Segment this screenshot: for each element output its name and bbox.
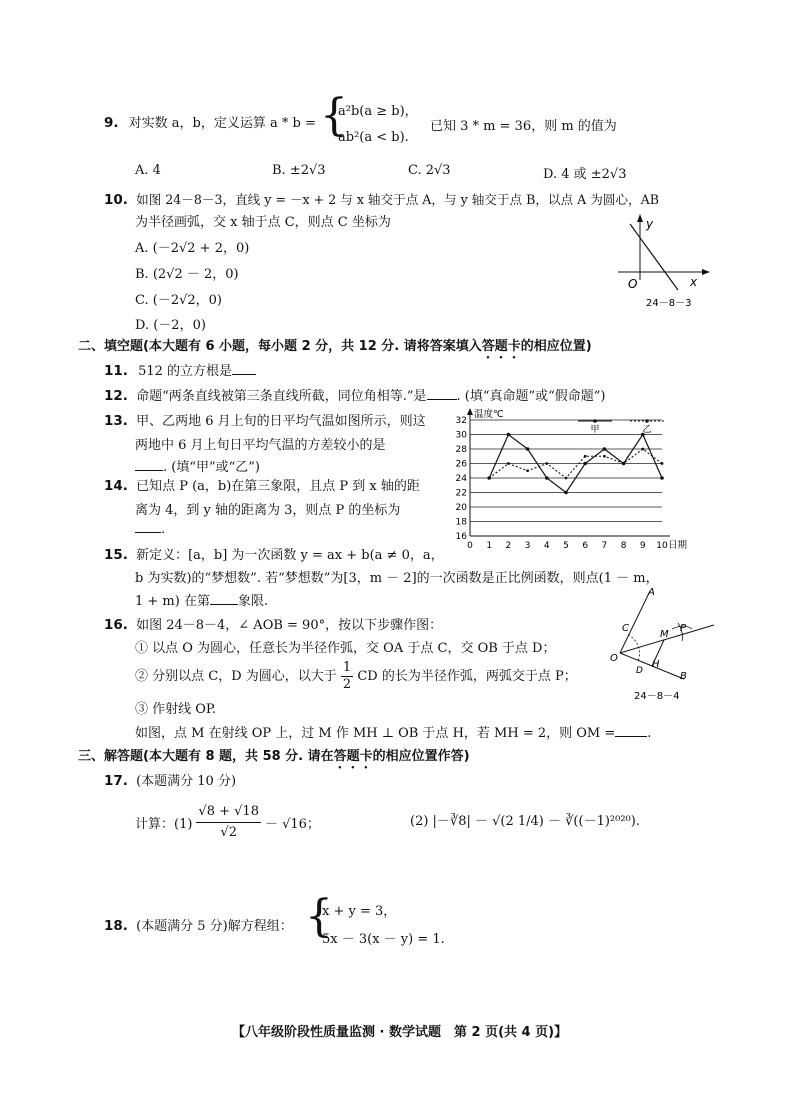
q17 <box>104 770 236 789</box>
section-2-title-emphasis: 答题卡 <box>481 339 521 354</box>
fraction-numerator: √8 + √18 <box>196 802 261 823</box>
fraction-denominator: 2 <box>342 677 352 692</box>
x-tick-label: 10 <box>656 541 668 551</box>
label-h: H <box>652 659 660 670</box>
q17-part1-fraction <box>196 802 261 843</box>
q13-line1: 甲、乙两地 6 月上旬的日平均气温如图所示，则这 <box>136 414 426 429</box>
x-tick-label: 5 <box>563 541 569 551</box>
q10-option-a: A. (－2√2 + 2，0) <box>135 241 250 256</box>
q9 <box>104 112 316 131</box>
label-m: M <box>660 629 669 640</box>
q15-line2: b 为实数)的“梦想数”. 若“梦想数”为[3，m － 2]的一次函数是正比例函数，则点(1 － m， <box>135 571 659 586</box>
data-point <box>583 462 587 466</box>
data-point <box>526 447 530 451</box>
data-point <box>661 462 664 465</box>
q11 <box>104 360 256 379</box>
answer-blank <box>135 458 163 471</box>
figure-24-8-4 <box>608 585 720 703</box>
label-x: x <box>690 275 698 289</box>
x-tick-label: 8 <box>620 541 627 551</box>
fraction-denominator: √2 <box>220 825 237 840</box>
q16-line1: 如图 24－8－4，∠ AOB = 90°，按以下步骤作图： <box>136 618 443 633</box>
q14-line2: 离为 4，到 y 轴的距离为 3，则点 P 的坐标为 <box>135 503 401 518</box>
section-3-title-emphasis: 答题卡 <box>333 749 373 764</box>
section-2-title <box>78 335 592 362</box>
data-point <box>526 469 529 472</box>
question-number: 10. <box>104 192 128 208</box>
q14-line1: 已知点 P (a，b)在第三象限，且点 P 到 x 轴的距 <box>136 479 420 494</box>
data-point <box>660 476 664 480</box>
q14 <box>104 475 420 494</box>
q15-line1: 新定义：[a，b] 为一次函数 y = ax + b(a ≠ 0，a， <box>136 548 444 563</box>
q16-step3: ③ 作射线 OP. <box>135 702 217 717</box>
label-o: O <box>610 653 618 664</box>
q17-part1-tail: － √16； <box>264 817 320 832</box>
label-a: A <box>648 587 655 598</box>
legend-label: 甲 <box>590 425 600 435</box>
y-tick-label: 20 <box>455 503 467 513</box>
q10-line2: 为半径画弧，交 x 轴于点 C，则点 C 坐标为 <box>135 215 391 230</box>
section-3-title-a: 三、解答题(本大题有 8 题，共 58 分. 请在 <box>78 749 334 764</box>
q17-part2: (2) |－∛8| － √(2 1/4) － ∛((－1)²⁰²⁰). <box>410 814 640 829</box>
q15-line3a: 1 + m) 在第 <box>135 594 210 609</box>
q17-part1-label: 计算：(1) <box>135 817 193 832</box>
q9-case2: ab²(a < b). <box>338 130 409 145</box>
label-b: B <box>680 671 687 682</box>
q16-step1: ① 以点 O 为圆心，任意长为半径作弧，交 OA 于点 C，交 OB 于点 D； <box>135 641 556 656</box>
q13-line3-wrap <box>135 456 260 475</box>
data-point <box>603 455 606 458</box>
x-tick-label: 7 <box>601 541 608 551</box>
data-point <box>584 455 587 458</box>
data-point <box>488 477 491 480</box>
temperature-chart <box>450 405 695 555</box>
question-number: 16. <box>104 617 128 633</box>
figure-caption: 24－8－4 <box>634 691 680 702</box>
q13-line3: . (填“甲”或“乙”) <box>163 460 260 475</box>
y-axis-label: 温度℃ <box>474 409 504 420</box>
data-point <box>507 462 510 465</box>
q12-text-b: . (填“真命题”或“假命题”) <box>456 389 606 404</box>
data-point <box>622 462 625 465</box>
y-tick-label: 32 <box>455 416 467 426</box>
q16-step2b: CD 的长为半径作弧，两弧交于点 P； <box>357 669 577 684</box>
question-number: 9. <box>104 115 119 131</box>
x-axis-arrow-icon <box>702 269 710 275</box>
q17-score: (本题满分 10 分) <box>136 774 237 789</box>
question-number: 12. <box>104 388 128 404</box>
q18-eq1: x + y = 3， <box>322 904 397 919</box>
q9-tail: 已知 3 * m = 36，则 m 的值为 <box>430 119 617 134</box>
label-d: D <box>636 666 643 676</box>
figure-caption: 24－8－3 <box>646 298 692 308</box>
q16-step2 <box>135 660 577 693</box>
x-tick-label: 6 <box>582 541 589 551</box>
q18-brace: { <box>305 891 333 942</box>
ray-oa <box>620 591 650 653</box>
section-2-title-a: 二、填空题(本大题有 6 小题，每小题 2 分，共 12 分. 请将答案填入 <box>78 339 482 354</box>
q9-option-d: D. 4 或 ±2√3 <box>543 167 627 182</box>
q15-line3b: 象限. <box>237 594 269 609</box>
q10-option-c: C. (－2√2，0) <box>135 293 222 308</box>
q13-line2: 两地中 6 月上旬日平均气温的方差较小的是 <box>135 438 386 453</box>
data-point <box>545 462 548 465</box>
q12 <box>104 385 606 404</box>
data-point <box>545 476 549 480</box>
label-c: C <box>622 623 629 634</box>
q10 <box>104 189 659 208</box>
q18-text: (本题满分 5 分)解方程组： <box>136 919 293 934</box>
y-tick-label: 22 <box>455 488 467 499</box>
q10-option-b: B. (2√2 － 2，0) <box>135 267 239 282</box>
section-3-title-b: 的相应位置作答) <box>372 749 470 764</box>
legend-label: 乙 <box>642 425 652 435</box>
x-tick-label: 1 <box>486 541 493 551</box>
section-3-title <box>78 745 470 772</box>
answer-blank <box>135 520 161 533</box>
q9-option-c: C. 2√3 <box>408 163 451 178</box>
x-tick-label: 0 <box>467 541 473 551</box>
q9-case1: a²b(a ≥ b)， <box>338 104 418 119</box>
q16-step2a: ② 分别以点 C，D 为圆心，以大于 <box>135 669 337 684</box>
x-tick-label: 4 <box>543 541 550 551</box>
label-p: P <box>680 623 687 634</box>
page-footer: 【八年级阶段性质量监测 · 数学试题 第 2 页(共 4 页)】 <box>232 1025 568 1040</box>
x-axis-label: 日期 <box>668 540 688 551</box>
answer-blank <box>232 362 256 375</box>
label-o: O <box>628 277 638 291</box>
q9-option-b: B. ±2√3 <box>272 163 326 178</box>
q16-last-text: 如图，点 M 在射线 OP 上，过 M 作 MH ⊥ OB 于点 H，若 MH = 2，则 OM = <box>135 726 616 741</box>
data-point <box>603 447 607 451</box>
q18-eq2: 5x － 3(x － y) = 1. <box>322 932 445 947</box>
y-tick-label: 24 <box>455 474 467 484</box>
q11-text: 512 的立方根是 <box>138 364 233 379</box>
q16-last: 如图，点 M 在射线 OP 上，过 M 作 MH ⊥ OB 于点 H，若 MH = 2，则 OM = . <box>135 726 652 741</box>
y-tick-label: 30 <box>455 430 467 441</box>
q15-line3 <box>135 590 268 609</box>
y-tick-label: 16 <box>455 532 467 542</box>
question-number: 13. <box>104 413 128 429</box>
answer-blank <box>427 387 457 400</box>
q9-brace: { <box>320 90 348 141</box>
q15 <box>104 544 444 563</box>
x-tick-label: 3 <box>524 541 531 551</box>
q18 <box>104 915 293 934</box>
q10-line1: 如图 24－8－3，直线 y = －x + 2 与 x 轴交于点 A，与 y 轴交于点 B，以点 A 为圆心，AB <box>136 192 659 207</box>
q17-part1 <box>135 802 320 843</box>
q13 <box>104 410 426 429</box>
answer-blank <box>210 592 238 605</box>
question-number: 15. <box>104 547 128 563</box>
data-point <box>507 433 511 437</box>
question-number: 18. <box>104 918 128 934</box>
q9-option-a: A. 4 <box>135 163 161 178</box>
question-number: 11. <box>104 363 128 379</box>
answer-blank <box>615 724 647 737</box>
y-tick-label: 28 <box>455 445 467 455</box>
data-point <box>641 448 644 451</box>
q16 <box>104 614 442 633</box>
data-point <box>565 477 568 480</box>
question-number: 14. <box>104 478 128 494</box>
q12-text-a: 命题“两条直线被第三条直线所截，同位角相等.”是 <box>136 389 427 404</box>
question-number: 17. <box>104 773 128 789</box>
fraction-numerator: 1 <box>342 660 352 675</box>
label-y: y <box>646 217 654 231</box>
y-axis-arrow-icon <box>637 214 643 222</box>
y-tick-label: 18 <box>455 517 467 528</box>
figure-24-8-3 <box>612 210 722 308</box>
data-point <box>564 491 568 495</box>
section-2-title-b: 的相应位置) <box>520 339 592 354</box>
y-axis-arrow-icon <box>467 408 473 415</box>
fraction-one-half <box>341 660 353 693</box>
legend-marker <box>593 419 597 423</box>
x-tick-label: 2 <box>505 541 512 551</box>
q10-option-d: D. (－2，0) <box>135 318 206 333</box>
y-tick-label: 26 <box>455 459 467 470</box>
x-tick-label: 9 <box>639 541 646 551</box>
legend-marker <box>645 419 649 423</box>
q14-line3: . <box>135 520 165 537</box>
q9-stem: 对实数 a，b，定义运算 a * b = <box>128 116 316 131</box>
